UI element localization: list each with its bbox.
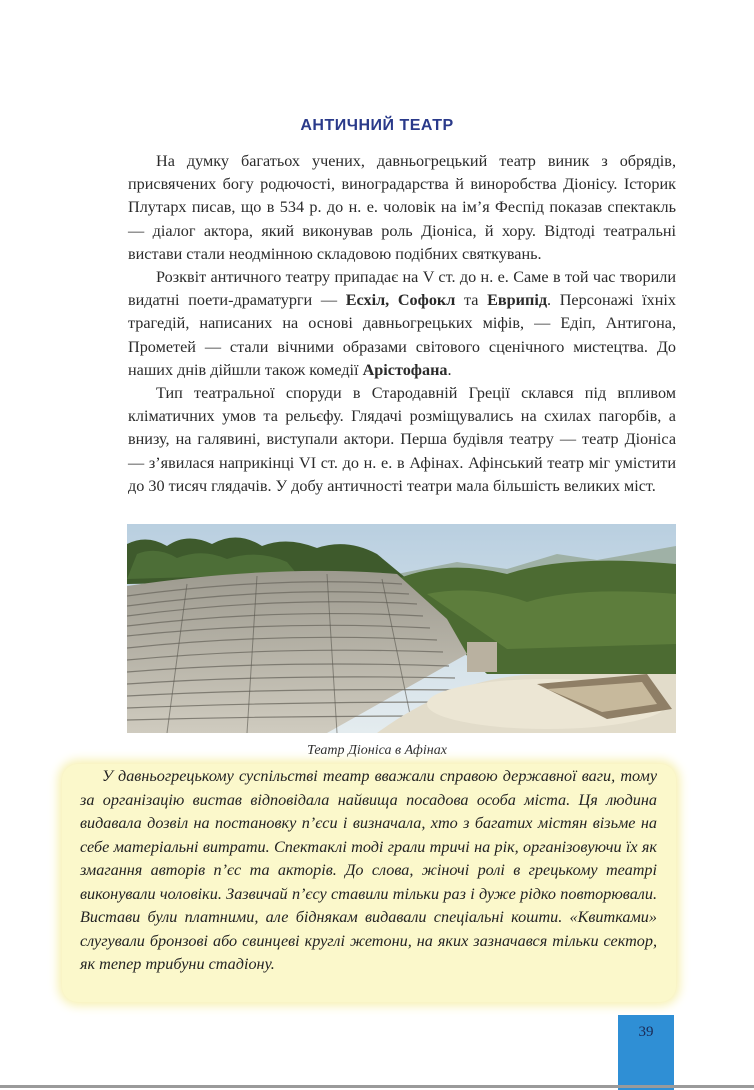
note-paragraph: У давньогрецькому суспільстві театр вважали справою державної ваги, тому за організацію вистав відповідала найвища посадова особа міста. Ця людина видавала дозвіл на постановку п’єси і визначала, хто з багатих містян візьме на себе матеріальні витрати. Спектаклі тоді грали тричі на рік, організовуючи їх як змагання авторів п’єс та акторів. До слова, жіночі ролі в грецькому театрі виконували чоловіки. Зазвичай п’єсу ставили тільки раз і дуже рідко повторювали. Вистави були платними, але біднякам видавали спеціальні кошти. «Квитками» слугували бронзові або свинцеві круглі жетони, на яких зазначався тільки сектор, як тепер трибуни стадіону. <box>80 767 657 973</box>
theatre-photo <box>127 524 676 733</box>
paragraph-text: та <box>455 291 488 310</box>
bold-name: Арістофана <box>362 360 448 379</box>
bold-names: Есхіл, Софокл <box>345 291 456 310</box>
note-text <box>80 765 657 977</box>
page-number: 39 <box>638 1024 654 1040</box>
page-title: АНТИЧНИЙ ТЕАТР <box>300 117 454 134</box>
photo-caption: Театр Діоніса в Афінах <box>307 743 447 758</box>
paragraph-text: . <box>447 360 452 379</box>
paragraph-text: Розквіт античного театру припадає на V ст. до н. е. Саме в той час творили видатні поети-драматурги — <box>128 268 676 310</box>
bottom-rule <box>0 1085 754 1088</box>
bold-name: Еврипід <box>487 291 548 310</box>
paragraph-origin: На думку багатьох учених, давньогрецький театр виник з обрядів, присвячених богу родючості, виноградарства й виноробства Діонісу. Історик Плутарх писав, що в 534 р. до н. е. чоловік на ім’я Феспід показав спектакль — діалог актора, який виконував роль Діоніса, й хору. Відтоді театральні вистави стали неодмінною складовою подібних святкувань. <box>128 152 676 263</box>
paragraph-text: . Персонажі їхніх трагедій, написаних на основі давньогрецьких міфів, — Едіп, Антигона, Прометей — стали вічними образами світового сценічного мистецтва. До наших днів дійшли також комедії <box>128 291 676 379</box>
paragraph-dramatists <box>128 266 676 382</box>
paragraph-building: Тип театральної споруди в Стародавній Греції склався під впливом кліматичних умов та рельєфу. Глядачі розміщувались на схилах пагорбів, а внизу, на галявині, виступали актори. Перша будівля театру — театр Діоніса — з’явилася наприкінці VI ст. до н. е. в Афінах. Афінський театр міг умістити до 30 тисяч глядачів. У добу античності театри мала більшість великих міст. <box>128 384 676 495</box>
body-text <box>128 150 676 498</box>
